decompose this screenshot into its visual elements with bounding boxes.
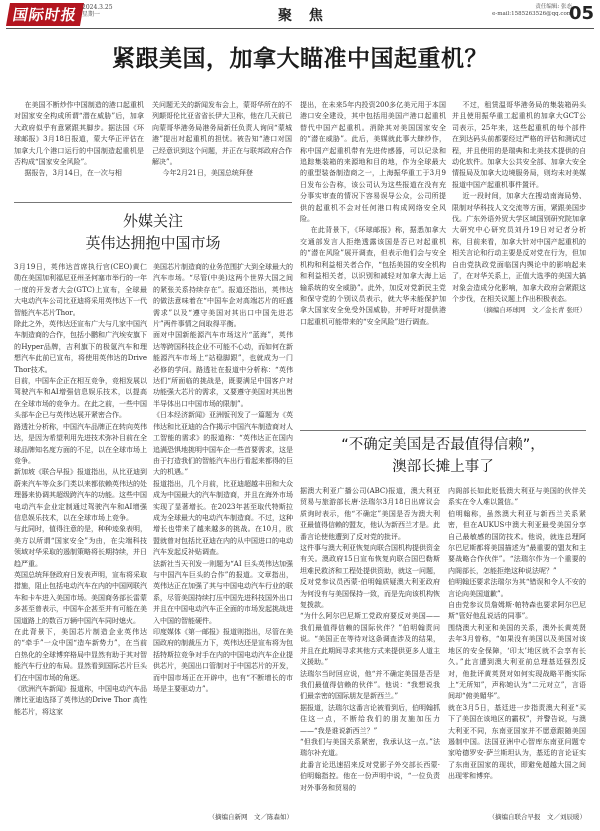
- intro-column-3: [300, 100, 446, 350]
- section-divider: [14, 202, 292, 203]
- story2-title: [300, 434, 586, 478]
- intro-column-4: [452, 100, 586, 426]
- story1-title-line2: 英伟达拥抱中国市场: [85, 234, 221, 252]
- intro-column-2: [152, 100, 292, 196]
- story1-column-2: 美国芯片制造商的业务范围扩大到全球最大的汽车市场。“尽管(中美)这两个世界大国之间的紧张关系持续存在”。报道还指出，英伟达的做法意味着在“中国车企对高端芯片的旺盛需求”以及“遵守美国对其出口中国先进芯片”两件事情之间取得平衡。 面对中国新能源汽车市场这片“蓝海”，英伟达等跨国科技企业不可能不心动，而如何在新能源汽车市场上“站稳脚跟”，也就成为一门必修的学问。路透社在报道中分析称：“英伟达们“所面临的挑战是，既要满足中国客户对功能强大芯片的需求，又要遵守美国对其出售半导体出口中国市场的限制”。 《日本经济新闻》亚洲版刊发了一篇题为《英伟达和比亚迪的合作揭示中国汽车制造商对人工智能的需求》的报道称：“英伟达正在国内追满恐惧地挑明中国车企一些首要需求，这是由于打造我们的智能汽车出行看起来都得的巨大的机遇。” 报道指出，几个月前，比亚迪超越丰田和大众成为中国最大的汽车制造商，并且在海外市场实现了显著增长。在2023年甚至取代特斯拉成为全球最大的电动汽车制造商。不过，这种增长也带来了越来越多的挑战。在10月，欧盟就曾对包括比亚迪在内的从中国进口的电动汽车发起反补贴调查。 法新社当天刊发一则题为“AI 巨头英伟达加强与中国汽车巨头的合作”的报道。文章指出，英伟达正在加强了其与中国电动汽车行业的联系，尽管美国持续打压中国先进科技国外出口并且在中国电动汽车正全面的市场发起挑战进入中国的智能硬件。 印度媒体《第一邮报》报道则指出，尽管在美国政府的制裁压力下，英伟达还是宣布将为包括特斯拉竞争对手在内的中国电动汽车企业提供芯片，美国出口管制对于中国芯片的开发，而中国市场正在开辟中，也有“不断增长的市场是主要驱动力”。: [153, 263, 293, 694]
- editor-name: 责任编辑: 张态: [535, 4, 572, 10]
- intro-credit: （摘编自环球网 文／金长青 张旺）: [479, 306, 586, 315]
- story1-title-line1: 外媒关注: [122, 212, 183, 230]
- intro-paragraph: 不过，租赁温哥华港务局的集装箱码头并且使用振华重工起重机的加拿大GCT公司表示，25年来，这些起重机的每个部件在到达码头前都要经过严格的评估和测试过程，并且使用的是瑞典和北美技术提供的自动化软件。加拿大公共安全部、加拿大安全情报局及加拿大边境服务局，则均未对美媒报道中国产起重机事件置评。: [452, 101, 586, 189]
- story2-credit: （摘编自联合早报 文／刘辰暖）: [488, 813, 586, 821]
- intro-paragraph: 据报告，3月14日，在一次与相: [24, 169, 122, 178]
- editor-email: e-mail:1585263526@qq.com: [492, 11, 572, 17]
- intro-paragraph: 在美国不断炒作中国制造的港口起重机对国家安全构成所谓“潜在威胁”后，加拿大政府似乎有意紧跟其脚步。据法国《环球邮报》3月18日报道，蒙大华正评估在加拿大几个港口运行的中国制造起重机是否构成“国家安全风险”。: [14, 101, 144, 167]
- story1-credit: （摘编自新网 文／陈森如）: [208, 813, 293, 821]
- story2-column-1: 据澳大利亚广播公司(ABC)报道，澳大利亚贸易与旅游部长唐·法瑞尔3月18日出席议会质询时表示，他“不确定”美国是否为澳大利亚最值得信赖的盟友，他认为新西兰才是。此番言论使他遭到了反对党的批评。 这件事与澳大利亚恢复向联合国机构提供资金有关。澳政府15日宣布恢复向联合国巴勒斯坦难民救济和工程处提供资助，就这一问题，反对党参议员西蒙·伯明翰质疑澳大利亚政府为何没有与美国保持一致，而是先向该机构恢复拨款。 “为什么阿尔巴尼斯工党政府要反对美国——我们最值得信赖的国际伙伴？”伯明翰责问说。“美国正在等待对这条调查涉及的结果，并且在此期间寻求其他方式来提供更多人道主义援助。” 法瑞尔当时回应说，他“并不确定美国是否是我们最值得信赖的伙伴”。他说：“我想说我们最亲密的国际朋友是新西兰。” 据报道，法瑞尔这番言论被看到后，伯明翰抓住这一点，不断给我们的朋友施加压力——“我是谁说新西兰？” “但我们与美国关系紧密，我承认这一点。”法瑞尔补充道。 此番言论迅速招来反对党影子外交部长西蒙·伯明翰指控。他在一份声明中说，“一位负责对外事务和贸易的: [300, 487, 440, 792]
- weekday-text: 星期一: [82, 11, 101, 18]
- intro-paragraph: 提出，在未来5年内投资200多亿美元用于本国港口安全建设，其中包括用美国产港口起重机替代中国产起重机。消除其对美国国家安全的“潜在威胁”。此后，美媒就此事大肆炒作，称中国产起重机带有先进传感器，可以记录和追踪集装箱的来源地和目的地，作为全球最大的重型装备制造商之一，上海振华重工于3月9日发布公告称，该公司认为这些报道在没有充分事实审查的情况下容易误导公众，公司所提供的起重机不会对任何港口构成网络安全风险。: [300, 101, 446, 224]
- intro-paragraph: 近一段时间，加拿大在搜动南海局势、限制对华科技人文交流等方面，紧跟美国步伐。广东外语外贸大学区域国别研究院加拿大研究中心研究员刘丹19日对记者分析称，目前来看，加拿大针对中国产起重机的相关言论和行动主要是反对党在行为，但加自由党执政党面临国内舆论中的影响起来了，在对华关系上，正值大选季的美国大搞对象会造成分化影响，加拿大政府会紧跟这个步伐，在相关议题上作出积极表态。: [452, 192, 586, 303]
- story1-title: [14, 210, 292, 254]
- intro-paragraph: 今年2月21日，美国总统拜登: [162, 169, 253, 178]
- editor-info: [492, 4, 572, 18]
- story2-title-line1: “不确定美国是否最值得信赖”，: [341, 437, 545, 453]
- story2-column-2: 内阁部长如此贬低澳大利亚与美国的伙伴关系实在令人难以置信。” 伯明翰称，虽然澳大利亚与新西兰关系紧密，但在AUKUS中澳大利亚最受美国分享自己最敏感的国防技术。他说，就连总理阿尔巴尼斯都将美国描述为“最重要的盟友和主要战略合作伙伴”。“法瑞尔作为一个重要的内阁部长，怎能拒绝这种说法呢？” 伯明翰还要求法瑞尔为其“错误和令人不安的言论向美国道歉”。 自由党参议员詹姆斯·帕特森也要求阿尔巴尼斯“管好他乱说话的同事”。 围绕澳大利亚和美国的关系，澳外长黄英贤去年3月曾称，“如果没有美国以及美国对该地区的安全保障，‘印太’地区就不会享有长久。”此言遭到澳大利亚前总理基廷强烈反对，他批评黄英贤对如何实现战略平衡实际上“无所知”，声称她认为“二元对立”，言语间却“俯美媚华”。 就在3月5日，基廷进一步指责澳大利亚“买下了美国在该地区的霸权”，并警告说，与澳大利亚不同，东南亚国家并不愿意跟随美国遏制中国。法国亚洲中心智库东南亚问题专家哈德罗安·萨兰斯坦认为，基廷的言论证实了东南亚国家的现状，即避免超越大国之间出现零和博弈。: [448, 487, 586, 781]
- date-text: 2024.3.25: [82, 4, 113, 11]
- intro-paragraph: 在此背景下，《环球邮报》称，据悉加拿大交通部发言人拒绝透露该国是否已对起重机的“潜在风险”展开调查，但表示他们会与安全机构和利益相关者合作，“包括美国的安全机构和利益相关者，以识别和减轻对加拿大海上运输系统的安全威胁”。此外，加反对党新民主党和保守党的个别议员表示，就大华未能保护加拿大国家安全免受外国威胁，并呼吁对提供港口起重机可能带来的“安全风险”进行调查。: [300, 226, 446, 326]
- story1-column-1: 3月19日，英伟达首席执行官(CEO)黄仁勋在美国加利福尼亚州圣何塞市举行的一年一度的开发者大会(GTC)上宣布，全球最大电动汽车公司比亚迪将采用英伟达下一代智能汽车芯片Thor。 除此之外，英伟达还宣布广大与几家中国汽车制造商的合作，包括小鹏和广汽埃安旗下的Hyper品牌，吉利旗下的极氪汽车和理想汽车此前已宣布，将使用英伟达的Drive Thor技术。 目前，中国车企正在相互竞争，竞相发展以驾驶汽车和AI增强信息娱乐技术，以提高在全球市场的竞争力。在此之前，一些中国头部车企已与英伟达展开紧密合作。 路透社分析称，中国汽车品牌正在转向英伟达，是因为希望利用先进技术弥补目前在全球品牌知名度方面的不足，以在全球市场上竞争。 新加坡《联合早报》报道指出，从比亚迪到蔚来汽车等众多门类以来都依赖英伟达的处理器来协调其超级跨汽车的功能。这些中国电动汽车企业定制通过驾驶汽车和AI增强信息娱乐技术，以在全球市场上竞争。 与此同时，值得注意的是，种种迹象表明，美方以所谓“国家安全”为由，在尖端科技领域对华采取的遏制策略将长期持续，并日趋严重。 英国总统拜登政府日发表声明，宣布将采取措施，阻止包括电动汽车在内的中国网联汽车和卡车进入美国市场。美国商务部长雷蒙多甚至曾表示，中国车企甚至并有可能在美国道路上的数百万辆中国汽车同时熄火。 在此背景下，美国芯片制造企业英伟达的“牵手”一众中国“造车新势力”，在当前白热化的全球博弈格局中显然有助于其对智能汽车行业的布局。显然看到国际芯片巨头们在中国市场的角逐。 《欧洲汽车新闻》报道称，中国电动汽车品牌比亚迪选择了英伟达的Drive Thor 高性能芯片，将这家: [14, 263, 147, 716]
- masthead-rule: [6, 28, 594, 29]
- section-title: 聚 焦: [278, 8, 329, 24]
- intro-paragraph: 关问题无关的新闻发布会上，蒙哥华所在的不列颠哥伦比亚省省长伊大卫称，他在几天前已向蒙哥华港务局港务局新任负责人询问“蒙城港”提出对起重机的担忧。被告知“港口对国己经意识到这个问题，并正在与联邦政府合作解决”。: [152, 101, 292, 167]
- issue-date: [82, 4, 113, 18]
- main-headline: 紧跟美国，加拿大瞄准中国起重机？: [112, 46, 488, 72]
- intro-column-1: [14, 100, 144, 196]
- story2-title-line2: 澳部长摊上事了: [392, 459, 494, 475]
- section-divider: [300, 430, 586, 431]
- newspaper-logo: 国际时报: [6, 3, 84, 26]
- page-number: 05: [568, 3, 594, 24]
